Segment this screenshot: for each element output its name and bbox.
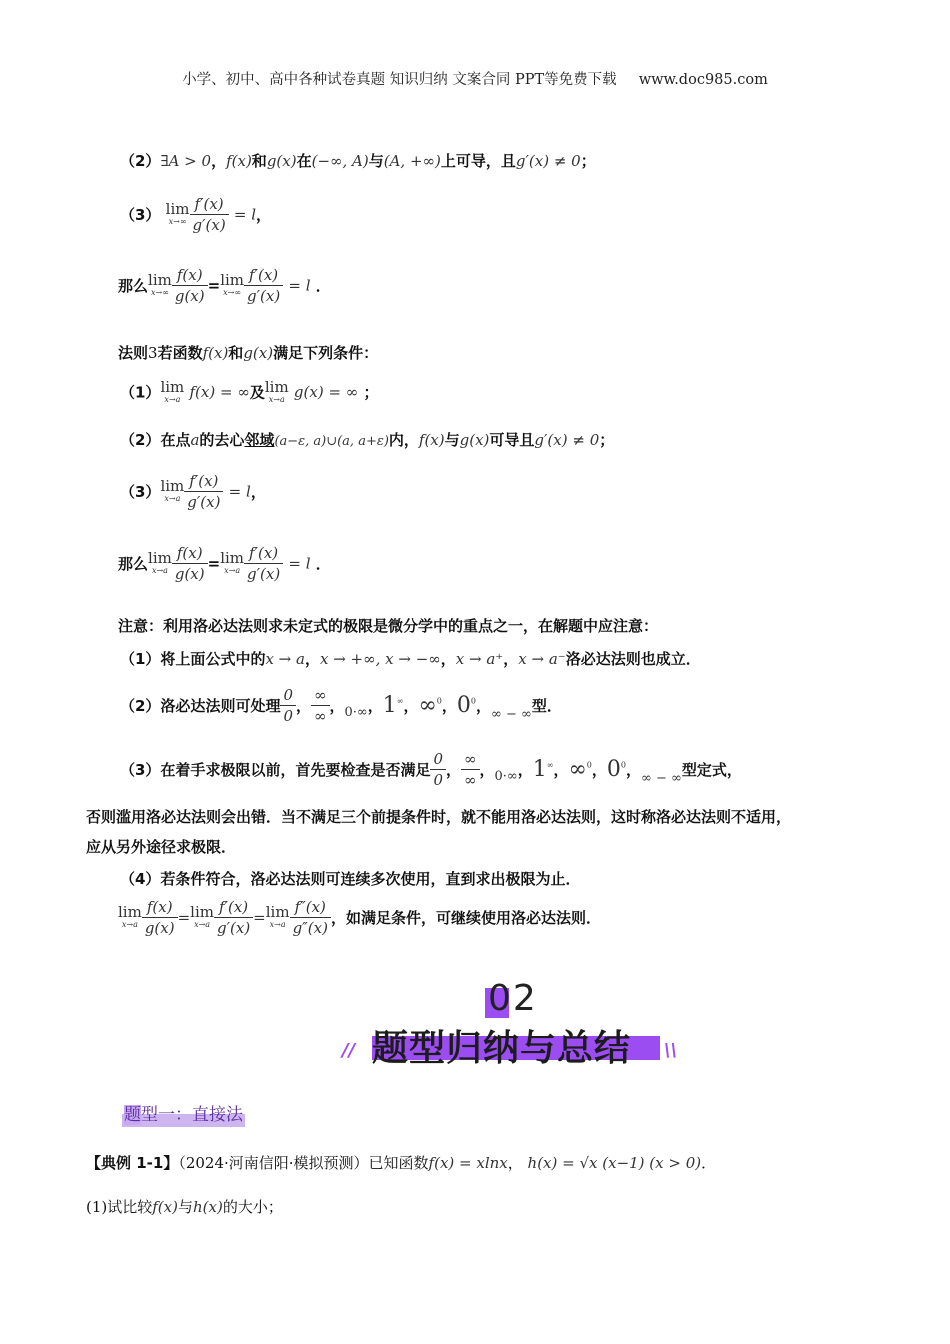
text: ； (599, 431, 615, 449)
base: ∞ (568, 757, 587, 782)
math: = l (228, 482, 251, 501)
tag-text: 型一：直接法 (141, 1105, 243, 1125)
lim-text: lim (165, 200, 190, 219)
numerator: f′(x) (244, 266, 283, 286)
lim-sub: x→a (268, 394, 285, 404)
limit (160, 380, 184, 404)
example-source: （2024·河南信阳·模拟预测）已知函数 (178, 1154, 429, 1172)
note-2 (120, 686, 562, 725)
lim-text: lim (220, 271, 245, 290)
text: 那么 (118, 555, 149, 573)
math: x → +∞, x → −∞ (319, 650, 441, 668)
text: ， (329, 697, 345, 715)
math-power (568, 757, 591, 782)
math: f(x) = xlnx (428, 1154, 508, 1172)
numerator: f(x) (172, 544, 208, 564)
denominator: 0 (283, 707, 293, 725)
denominator: g′(x) (217, 919, 251, 937)
math: ∞ − ∞ (491, 707, 532, 722)
math: a (190, 431, 200, 449)
lim-text: lim (160, 378, 185, 396)
limit (148, 273, 172, 297)
example-label: 【典例 1-1】 (86, 1154, 179, 1172)
text: （1）将上面公式中的 (120, 650, 266, 668)
text: = (207, 276, 221, 295)
lim-text: lim (265, 903, 290, 922)
math: = l (288, 276, 311, 295)
fraction (461, 750, 480, 789)
exponent: 0 (436, 696, 442, 706)
limit (118, 905, 142, 929)
base: 1 (382, 693, 397, 718)
note-3 (120, 750, 742, 789)
math: ∞ − ∞ (641, 771, 682, 786)
math: g(x) (266, 152, 297, 170)
header-url: www.doc985.com (638, 72, 768, 88)
text: ， (626, 761, 642, 779)
example-question-1 (86, 1196, 283, 1217)
text: = (207, 554, 221, 573)
text: ； (363, 383, 379, 402)
text: 若函数 (157, 344, 203, 362)
text: (1)试比较 (86, 1198, 153, 1216)
lhopital-chain (118, 898, 601, 937)
note-4: （4）若条件符合，洛必达法则可连续多次使用，直到求出极限为止． (120, 870, 581, 888)
math: g(x) (459, 431, 490, 449)
lim-sub: x→a (164, 394, 181, 404)
text: ， (476, 697, 492, 715)
denominator: g(x) (174, 565, 205, 583)
exponent: 0 (586, 760, 592, 770)
numerator: f″(x) (290, 898, 331, 918)
lim-text: lim (160, 477, 185, 496)
text: ， (304, 650, 320, 668)
math: = l (288, 554, 311, 573)
lim-text: lim (148, 549, 172, 568)
text: ， (403, 697, 419, 715)
index: （1） (120, 383, 161, 402)
math: g(x) = ∞ (293, 383, 359, 402)
exponent: ∞ (396, 696, 404, 706)
fraction (290, 898, 331, 937)
math: f(x) (226, 152, 252, 170)
denominator: g′(x) (247, 287, 281, 305)
math: = (253, 908, 266, 927)
index: （3） (120, 483, 161, 501)
math: h(x) (192, 1198, 223, 1216)
limit (220, 273, 244, 297)
math: x → a⁺ (455, 650, 504, 668)
numerator: ∞ (461, 750, 480, 770)
math: = l (233, 205, 257, 224)
text: ，如满足条件，可继续使用洛必达法则． (330, 909, 601, 927)
lim-sub: x→a (224, 566, 241, 576)
section-number: 02 (488, 978, 538, 1019)
section-title: 题型归纳与总结 (372, 1028, 632, 1069)
limit (166, 202, 190, 226)
lim-text: lim (220, 549, 245, 568)
lim-sub: x→a (164, 494, 181, 504)
exponent: 0 (620, 760, 626, 770)
numerator: 0 (280, 686, 296, 706)
numerator: f(x) (142, 898, 178, 918)
denominator: g″(x) (292, 919, 328, 937)
math: (−∞, A) (311, 152, 369, 170)
text: 和 (251, 152, 267, 170)
index: （2） (120, 431, 161, 449)
text: 型． (531, 697, 562, 715)
condition-3 (120, 195, 271, 234)
note-3-continued-1: 否则滥用洛必达法则会出错．当不满足三个前提条件时，就不能用洛必达法则，这时称洛必达法则不适用， (86, 808, 792, 826)
math: x → a⁻ (518, 650, 566, 668)
text: 与 (177, 1198, 193, 1216)
page-header (0, 68, 950, 89)
note-heading: 注意：利用洛必达法则求未定式的极限是微分学中的重点之一，在解题中应注意： (118, 617, 659, 635)
base: ∞ (418, 693, 437, 718)
math: h(x) = √x (x−1) (x > 0) (527, 1154, 702, 1172)
numerator: f′(x) (184, 472, 223, 492)
limit (160, 479, 184, 503)
lim-text: lim (118, 903, 142, 922)
text: 型定式， (681, 761, 742, 779)
text: （2）洛必达法则可处理 (120, 697, 281, 715)
limit (148, 551, 172, 575)
rule-3 (118, 342, 378, 363)
tag-first-char: 题 (124, 1105, 141, 1125)
exponent: ∞ (546, 760, 554, 770)
conclusion-1 (118, 266, 331, 305)
text: ， (296, 697, 312, 715)
denominator: ∞ (314, 707, 327, 725)
text: ， (479, 761, 495, 779)
fraction (311, 686, 330, 725)
index: （3） (120, 206, 161, 224)
base: 0 (456, 693, 471, 718)
text: ． (315, 277, 331, 295)
text: ． (315, 555, 331, 573)
rule3-condition-2 (120, 429, 614, 450)
fraction (142, 898, 178, 937)
text: 那么 (118, 277, 149, 295)
numerator: f′(x) (244, 544, 283, 564)
base: 1 (532, 757, 547, 782)
fraction (214, 898, 253, 937)
math: g′(x) ≠ 0 (534, 431, 600, 449)
denominator: g(x) (174, 287, 205, 305)
denominator: g′(x) (247, 565, 281, 583)
lim-text: lim (148, 271, 172, 290)
limit (220, 551, 244, 575)
text: 在点 (160, 431, 191, 449)
math: x → a (265, 650, 305, 668)
example-1-1 (86, 1152, 716, 1173)
base: 0 (606, 757, 621, 782)
fraction (190, 195, 229, 234)
denominator: ∞ (464, 771, 477, 789)
math-power (533, 757, 554, 782)
condition-2: （2）∃A > 0，f(x)和g(x)在(−∞, A)与(A, +∞)上可导，且g′(x) ≠ 0； (120, 152, 596, 170)
math: f(x) (418, 431, 445, 449)
text: ， (517, 761, 533, 779)
math: f(x) (202, 344, 229, 362)
lim-text: lim (264, 378, 289, 396)
lim-sub: x→a (151, 566, 168, 576)
numerator: f′(x) (214, 898, 253, 918)
text: 与 (368, 152, 384, 170)
denominator: g(x) (144, 919, 175, 937)
lim-text: lim (190, 903, 214, 922)
math: 0·∞ (344, 705, 368, 720)
text: ， (553, 761, 569, 779)
text: 洛必达法则也成立． (565, 650, 701, 668)
note-1 (120, 648, 701, 669)
question-type-tag (122, 1098, 245, 1127)
text: 与 (444, 431, 460, 449)
text: ， (591, 761, 607, 779)
text: 在 (296, 152, 312, 170)
lim-sub: x→∞ (168, 217, 187, 227)
text: 内， (388, 431, 419, 449)
fraction (172, 266, 208, 305)
text: ， (250, 483, 266, 501)
limit (265, 380, 289, 404)
math: = (177, 908, 191, 927)
math: f(x) = ∞ (189, 383, 250, 402)
text: 邻域 (244, 431, 275, 449)
text: ， (503, 650, 519, 668)
lim-sub: x→a (194, 920, 211, 930)
numerator: f′(x) (190, 195, 229, 215)
math-power (418, 693, 441, 718)
text: ， (256, 206, 272, 224)
math-power (383, 693, 404, 718)
text: ， (441, 697, 457, 715)
numerator: 0 (430, 750, 446, 770)
text: 可导且 (489, 431, 535, 449)
conclusion-2 (118, 544, 331, 583)
text: ， (440, 650, 456, 668)
fraction (244, 544, 283, 583)
fraction (172, 544, 208, 583)
denominator: g′(x) (187, 493, 221, 511)
text: 和 (228, 344, 244, 362)
text: ， (507, 1154, 523, 1172)
rule-number: 3 (148, 344, 158, 362)
text: 及 (249, 383, 265, 402)
rule3-condition-1 (120, 380, 379, 404)
lim-sub: x→a (121, 920, 138, 930)
section-deco-right: \\ (664, 1040, 678, 1061)
lim-sub: x→∞ (150, 288, 169, 298)
math: f(x) (152, 1198, 178, 1216)
math: g(x) (243, 344, 274, 362)
text: 的去心 (199, 431, 245, 449)
math: g′(x) ≠ 0 (515, 152, 581, 170)
math: (A, +∞) (383, 152, 441, 170)
limit (266, 905, 290, 929)
text: 满足下列条件： (273, 344, 379, 362)
fraction (430, 750, 446, 789)
section-deco-left: // (342, 1040, 356, 1061)
math: (a−ε, a)∪(a, a+ε) (274, 434, 389, 449)
exponent: 0 (470, 696, 476, 706)
denominator: g′(x) (192, 216, 226, 234)
text: 的大小； (222, 1198, 283, 1216)
math: ∃A > 0 (160, 152, 212, 170)
index: （2） (120, 152, 161, 170)
numerator: ∞ (311, 686, 330, 706)
numerator: f(x) (172, 266, 208, 286)
text: 法则 (118, 344, 149, 362)
fraction (280, 686, 296, 725)
text: ， (367, 697, 383, 715)
note-3-continued-2: 应从另外途径求极限． (86, 838, 237, 856)
lim-sub: x→∞ (223, 288, 242, 298)
fraction (244, 266, 283, 305)
header-text: 小学、初中、高中各种试卷真题 知识归纳 文案合同 PPT等免费下载 (182, 72, 617, 88)
fraction (184, 472, 223, 511)
text: ． (701, 1154, 717, 1172)
text: （3）在着手求极限以前，首先要检查是否满足 (120, 761, 431, 779)
math: 0·∞ (494, 769, 518, 784)
text: 上可导，且 (440, 152, 516, 170)
text: ； (580, 152, 596, 170)
denominator: 0 (433, 771, 443, 789)
math-power (457, 693, 476, 718)
lim-sub: x→a (269, 920, 286, 930)
math-power (607, 757, 626, 782)
text: ， (446, 761, 462, 779)
limit (190, 905, 214, 929)
rule3-condition-3 (120, 472, 266, 511)
